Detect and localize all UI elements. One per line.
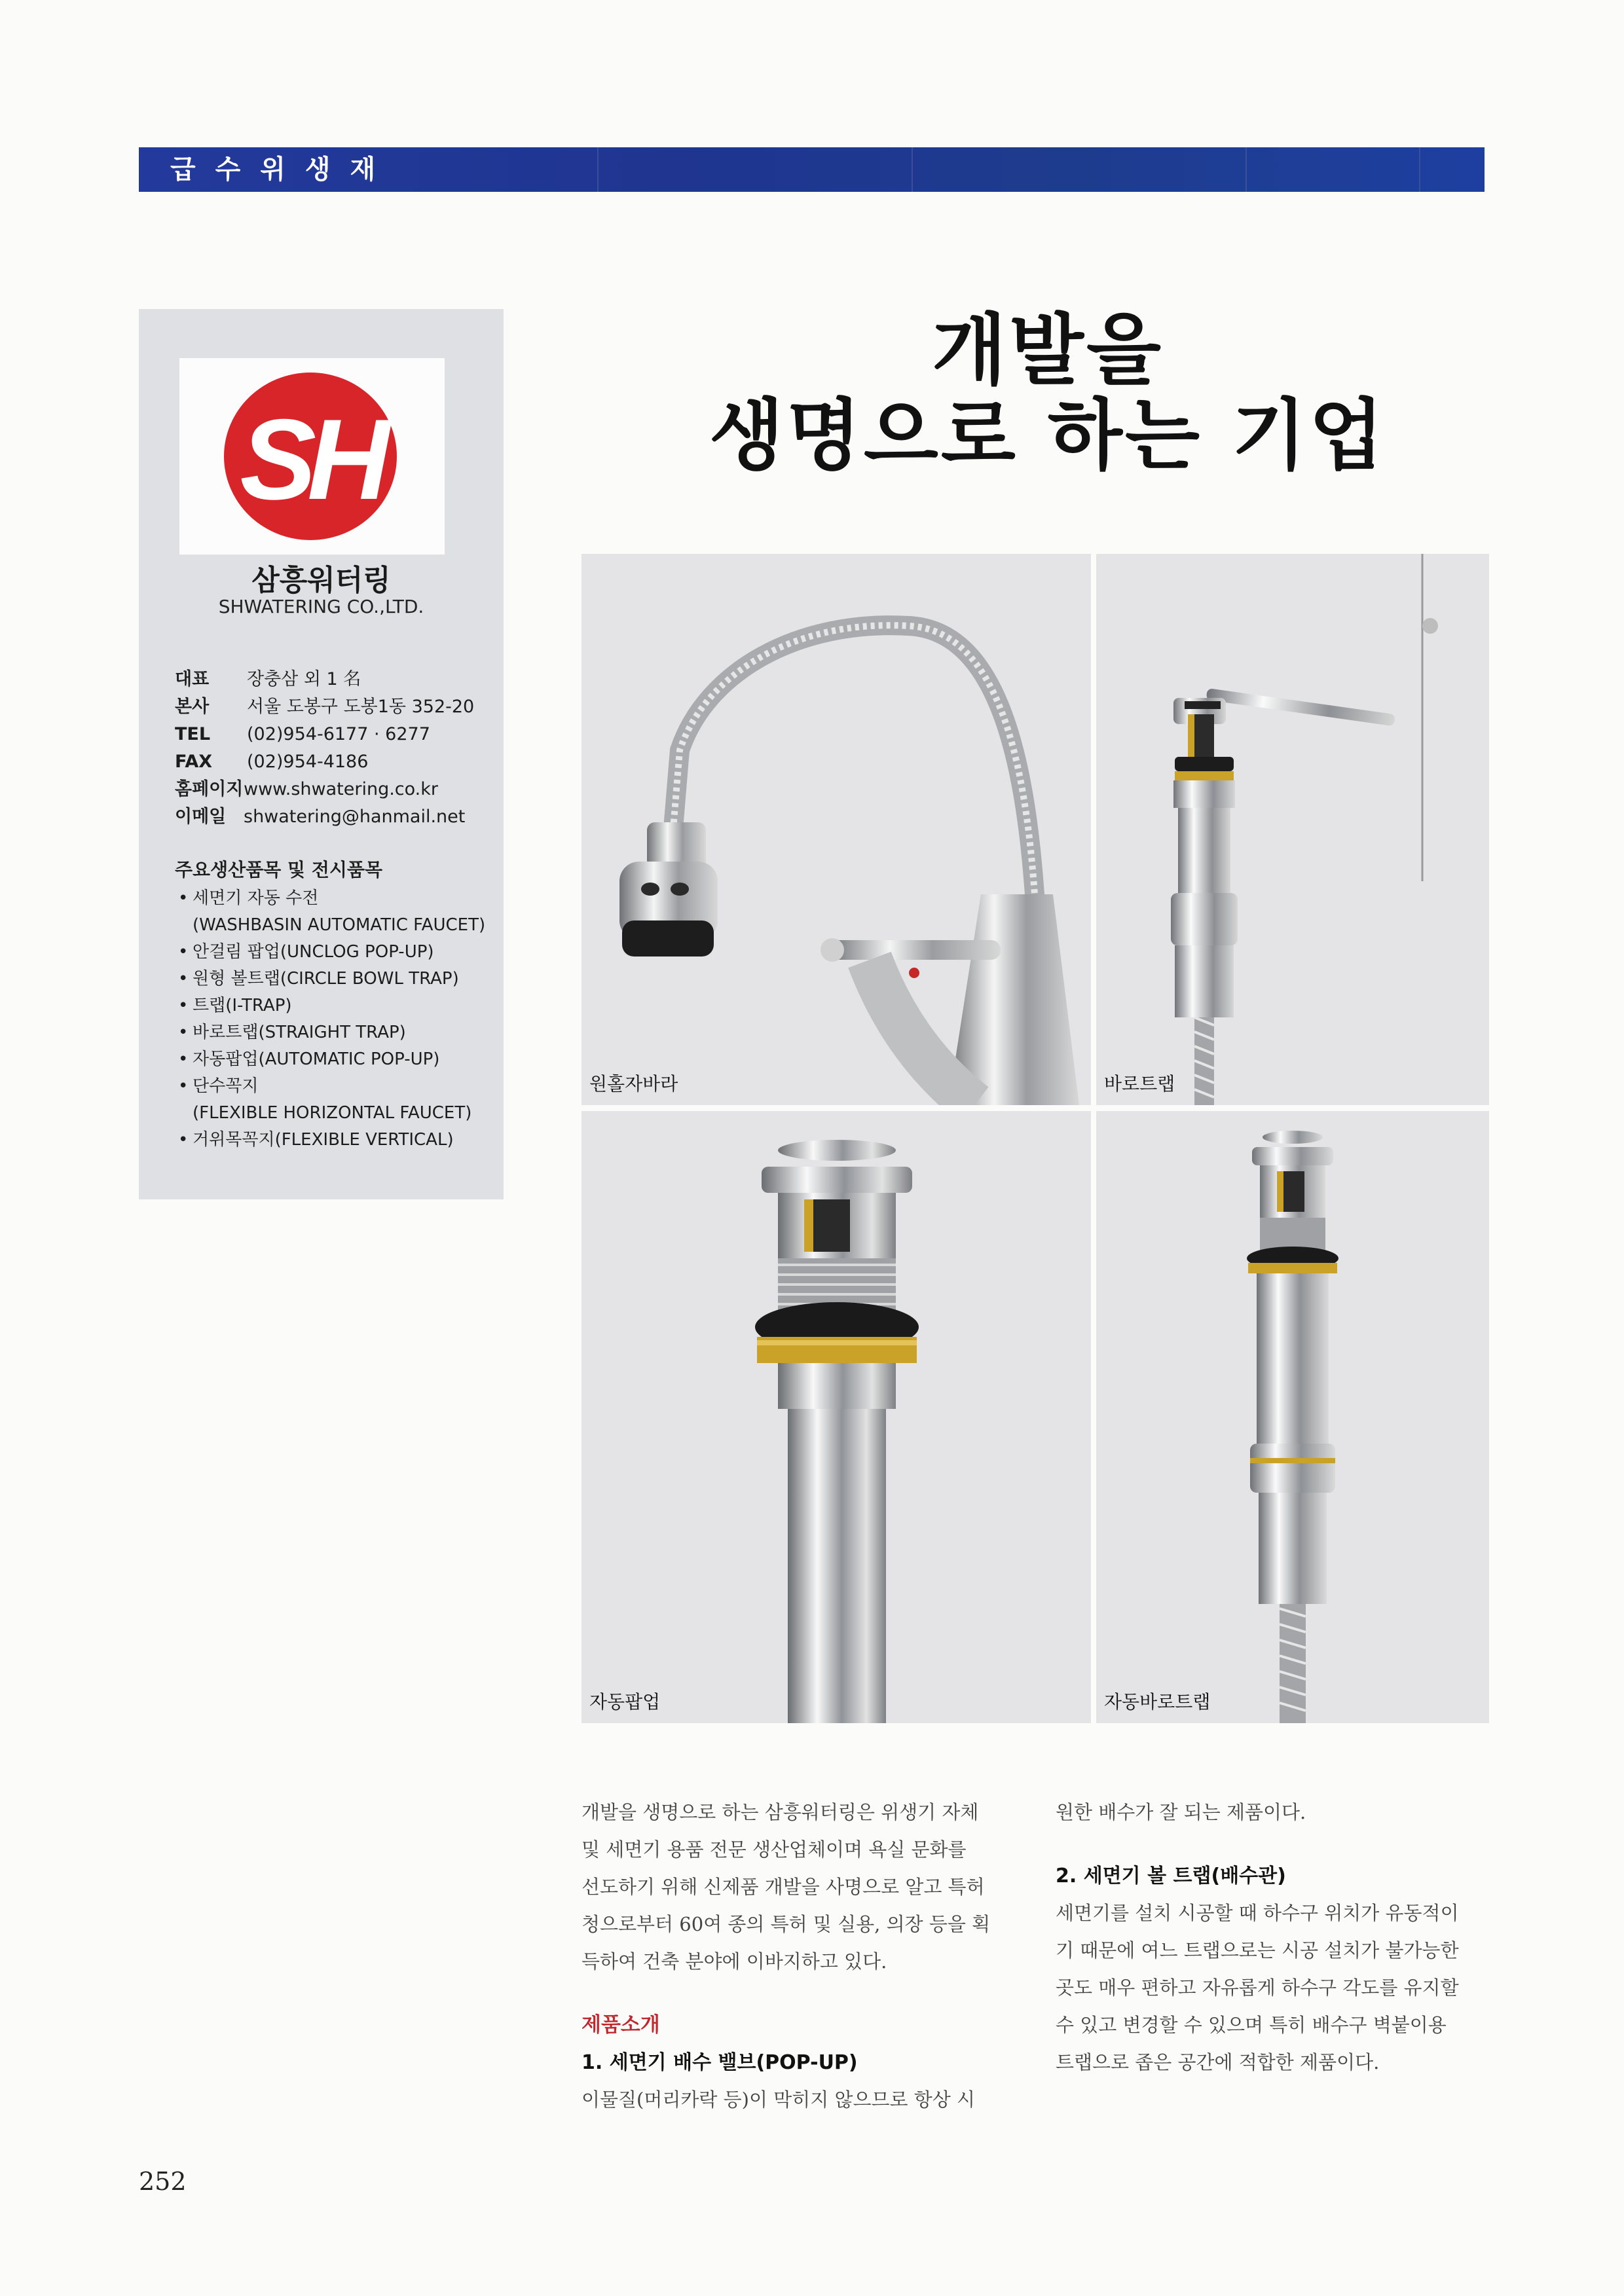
paragraph-line: 및 세면기 용품 전문 생산업체이며 욕실 문화를 xyxy=(581,1838,967,1861)
photo-caption: 바로트랩 xyxy=(1104,1073,1175,1095)
photo-caption: 원홀자바라 xyxy=(589,1073,678,1095)
list-item: • 자동팝업(AUTOMATIC POP-UP) xyxy=(178,1049,440,1069)
email-link[interactable]: shwatering@hanmail.net xyxy=(244,807,466,827)
product-label-cont: (WASHBASIN AUTOMATIC FAUCET) xyxy=(193,915,486,935)
company-info xyxy=(175,666,474,831)
section-banner xyxy=(139,147,1485,192)
headline-line-2: 생명으로 하는 기업 xyxy=(709,390,1387,481)
paragraph-line: 기 때문에 여느 트랩으로는 시공 설치가 불가능한 xyxy=(1056,1939,1459,1961)
list-item: • 단수꼭지 (FLEXIBLE HORIZONTAL FAUCET) xyxy=(178,1073,485,1127)
info-key: TEL xyxy=(175,724,211,744)
logo-text: SH xyxy=(240,396,381,524)
sh-logo-icon xyxy=(179,358,445,555)
banner-title: 급수위생재 xyxy=(170,155,396,185)
homepage-link[interactable]: www.shwatering.co.kr xyxy=(244,779,438,799)
paragraph-line: 세면기를 설치 시공할 때 하수구 위치가 유동적이 xyxy=(1056,1902,1459,1924)
info-row xyxy=(175,721,474,748)
photo-caption: 자동팝업 xyxy=(589,1691,661,1713)
paragraph-line: 득하여 건축 분야에 이바지하고 있다. xyxy=(581,1950,887,1973)
paragraph-line: 수 있고 변경할 수 있으며 특히 배수구 벽붙이용 xyxy=(1056,2014,1447,2036)
product-label: 원형 볼트랩(CIRCLE BOWL TRAP) xyxy=(193,969,459,989)
product-photo-straight-trap xyxy=(1096,554,1489,1105)
info-key: 홈페이지 xyxy=(175,779,244,799)
headline-line-1: 개발을 xyxy=(932,305,1164,395)
product-label: 자동팝업(AUTOMATIC POP-UP) xyxy=(193,1049,440,1069)
company-logo xyxy=(179,358,445,555)
product-label: 안걸림 팝업(UNCLOG POP-UP) xyxy=(193,942,434,962)
section-title: 제품소개 xyxy=(581,2013,660,2037)
company-name-ko: 삼흥워터링 xyxy=(251,564,391,597)
paragraph-line: 곳도 매우 편하고 자유롭게 하수구 각도를 유지할 xyxy=(1056,1977,1459,1999)
product-label: 단수꼭지 xyxy=(193,1076,259,1096)
products-title: 주요생산품목 및 전시품목 xyxy=(175,859,383,881)
auto-trap-icon xyxy=(1096,1111,1489,1723)
info-key: 이메일 xyxy=(175,807,227,827)
info-value: (02)954-6177 · 6277 xyxy=(247,724,430,744)
page-headline xyxy=(622,305,1473,481)
info-row xyxy=(175,776,474,803)
photo-caption: 자동바로트랩 xyxy=(1104,1691,1211,1713)
product-label: 바로트랩(STRAIGHT TRAP) xyxy=(193,1023,406,1042)
paragraph-line: 청으로부터 60여 종의 특허 및 실용, 의장 등을 획 xyxy=(581,1913,991,1935)
page-number: 252 xyxy=(139,2167,187,2196)
list-item: • 세면기 자동 수전 (WASHBASIN AUTOMATIC FAUCET) xyxy=(178,885,485,939)
list-item: • 바로트랩(STRAIGHT TRAP) xyxy=(178,1023,406,1042)
body-right-column xyxy=(1056,1794,1488,2081)
list-item: • 트랩(I-TRAP) xyxy=(178,996,292,1015)
info-row xyxy=(175,803,474,831)
item-1-title: 1. 세면기 배수 밸브(POP-UP) xyxy=(581,2051,858,2074)
info-value: 서울 도봉구 도봉1동 352-20 xyxy=(247,697,475,717)
product-label: 거위목꼭지(FLEXIBLE VERTICAL) xyxy=(193,1130,454,1150)
info-key: FAX xyxy=(175,752,213,772)
banner-divider xyxy=(912,147,913,192)
faucet-icon xyxy=(581,554,1091,1105)
banner-divider xyxy=(597,147,599,192)
list-item: • 거위목꼭지(FLEXIBLE VERTICAL) xyxy=(178,1130,454,1150)
info-row xyxy=(175,666,474,693)
product-label: 세면기 자동 수전 xyxy=(193,888,319,908)
product-photo-auto-popup xyxy=(581,1111,1091,1723)
product-photo-auto-straight-trap xyxy=(1096,1111,1489,1723)
item-2-title: 2. 세면기 볼 트랩(배수관) xyxy=(1056,1865,1286,1887)
list-item: • 원형 볼트랩(CIRCLE BOWL TRAP) xyxy=(178,969,459,989)
paragraph-line: 원한 배수가 잘 되는 제품이다. xyxy=(1056,1801,1306,1823)
info-value: (02)954-4186 xyxy=(247,752,369,772)
paragraph-line: 선도하기 위해 신제품 개발을 사명으로 알고 특허 xyxy=(581,1876,985,1898)
info-key: 본사 xyxy=(175,697,210,717)
info-value: 장충삼 외 1 名 xyxy=(247,669,361,689)
paragraph-line: 트랩으로 좁은 공간에 적합한 제품이다. xyxy=(1056,2051,1380,2073)
body-left-column xyxy=(581,1794,1027,2119)
popup-icon xyxy=(581,1111,1091,1723)
info-key: 대표 xyxy=(175,669,210,689)
product-photo-faucet xyxy=(581,554,1091,1105)
product-label-cont: (FLEXIBLE HORIZONTAL FAUCET) xyxy=(193,1103,472,1123)
product-list xyxy=(178,885,485,1154)
company-name-en: SHWATERING CO.,LTD. xyxy=(218,596,424,617)
paragraph-line: 이물질(머리카락 등)이 막히지 않으므로 항상 시 xyxy=(581,2088,975,2111)
trap-icon xyxy=(1096,554,1489,1105)
info-row xyxy=(175,748,474,776)
list-item: • 안걸림 팝업(UNCLOG POP-UP) xyxy=(178,942,434,962)
paragraph-line: 개발을 생명으로 하는 삼흥워터링은 위생기 자체 xyxy=(581,1801,979,1823)
banner-divider xyxy=(1419,147,1420,192)
info-row xyxy=(175,693,474,721)
product-label: 트랩(I-TRAP) xyxy=(193,996,292,1015)
banner-divider xyxy=(1246,147,1247,192)
company-sidebar xyxy=(139,309,504,1199)
